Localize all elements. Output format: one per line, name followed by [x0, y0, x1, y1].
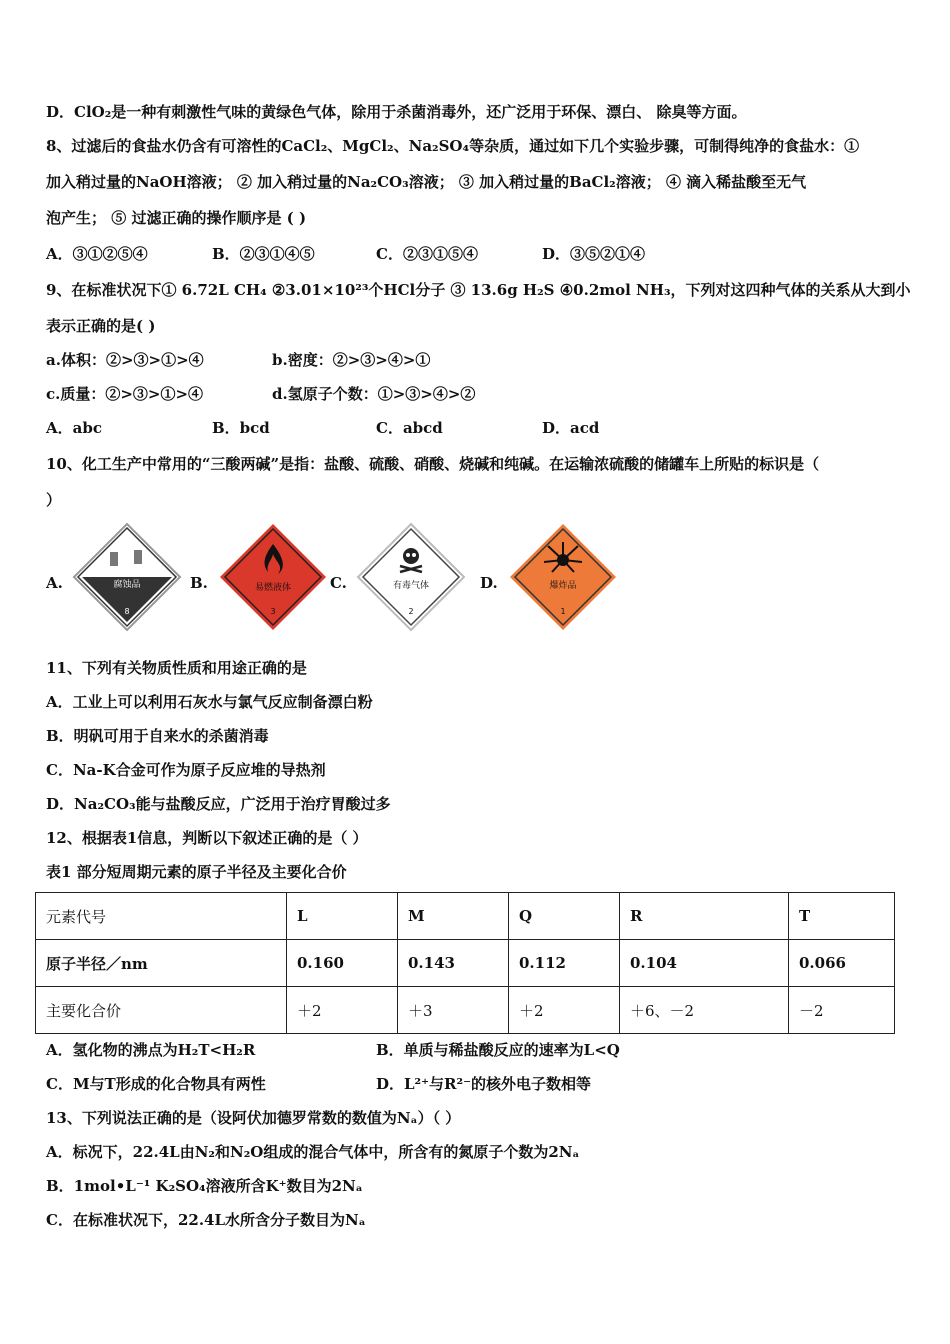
q8-stem-line3: 泡产生； ⑤ 过滤正确的操作顺序是 ( ) — [46, 209, 307, 227]
table-cell: ＋2 — [287, 987, 398, 1034]
q9-statement-b: b.密度：②>③>④>① — [272, 351, 431, 369]
table-cell: L — [287, 893, 398, 940]
table-cell: R — [620, 893, 789, 940]
q11-option-b: B．明矾可用于自来水的杀菌消毒 — [46, 727, 269, 745]
q9-option-a: A．abc — [46, 419, 102, 437]
q10-stem-line1: 10、化工生产中常用的“三酸两碱”是指：盐酸、硫酸、硝酸、烧碱和纯碱。在运输浓硫酸的储罐车上所贴的标识是（ — [46, 455, 820, 473]
corrosive-sign-num: 8 — [124, 607, 130, 616]
q11-option-c: C．Na-K合金可作为原子反应堆的导热剂 — [46, 761, 326, 779]
q12-stem: 12、根据表1信息，判断以下叙述正确的是（ ） — [46, 829, 368, 847]
table-row — [36, 987, 895, 1034]
table-cell: 0.143 — [398, 940, 509, 987]
q12-option-d: D．L²⁺与R²⁻的核外电子数相等 — [376, 1075, 591, 1093]
toxic-sign-text: 有毒气体 — [392, 581, 430, 591]
q9-option-d: D．acd — [542, 419, 600, 437]
table-cell: 0.160 — [287, 940, 398, 987]
table-cell: ＋6、－2 — [620, 987, 789, 1034]
q13-stem: 13、下列说法正确的是（设阿伏加德罗常数的数值为Nₐ）（ ） — [46, 1109, 461, 1127]
explosive-sign-num: 1 — [560, 607, 566, 616]
q10-label-c: C. — [330, 574, 347, 592]
q9-stem-line2: 表示正确的是( ) — [46, 317, 156, 335]
q7-option-d: D．ClO₂是一种有刺激性气味的黄绿色气体，除用于杀菌消毒外，还广泛用于环保、漂白、 除臭等方面。 — [46, 103, 747, 121]
flammable-liquid-sign — [218, 522, 328, 632]
table-cell: 0.104 — [620, 940, 789, 987]
q11-stem: 11、下列有关物质性质和用途正确的是 — [46, 659, 307, 677]
table-cell: ＋2 — [509, 987, 620, 1034]
q12-option-c: C．M与T形成的化合物具有两性 — [46, 1075, 266, 1093]
q9-statement-c: c.质量：②>③>①>④ — [46, 385, 204, 403]
toxic-gas-sign — [356, 522, 466, 632]
q9-stem-line1: 9、在标准状况下① 6.72L CH₄ ②3.01×10²³个HCl分子 ③ 13.6g H₂S ④0.2mol NH₃，下列对这四种气体的关系从大到小 — [46, 281, 911, 299]
toxic-sign-num: 2 — [408, 607, 414, 616]
flammable-sign-text: 易燃液体 — [254, 583, 292, 593]
table-row — [36, 893, 895, 940]
q8-option-c: C．②③①⑤④ — [376, 245, 478, 263]
element-table — [35, 892, 895, 1034]
table-cell: M — [398, 893, 509, 940]
q11-option-a: A．工业上可以利用石灰水与氯气反应制备漂白粉 — [46, 693, 373, 711]
table-cell: 0.112 — [509, 940, 620, 987]
explosive-sign — [508, 522, 618, 632]
q8-stem-line2: 加入稍过量的NaOH溶液； ② 加入稍过量的Na₂CO₃溶液； ③ 加入稍过量的BaCl₂溶液； ④ 滴入稀盐酸至无气 — [46, 173, 807, 191]
table-cell: 元素代号 — [36, 893, 287, 940]
q8-option-a: A．③①②⑤④ — [46, 245, 148, 263]
q13-option-c: C．在标准状况下，22.4L水所含分子数目为Nₐ — [46, 1211, 366, 1229]
table-row — [36, 940, 895, 987]
corrosive-sign — [72, 522, 182, 632]
corrosive-sign-text: 腐蚀品 — [113, 580, 141, 590]
q9-option-b: B．bcd — [212, 419, 270, 437]
q13-option-b: B．1mol•L⁻¹ K₂SO₄溶液所含K⁺数目为2Nₐ — [46, 1177, 363, 1195]
table-cell: 原子半径／nm — [36, 940, 287, 987]
table-cell: T — [789, 893, 895, 940]
q8-option-d: D．③⑤②①④ — [542, 245, 646, 263]
q10-label-a: A. — [46, 574, 63, 592]
q10-stem-line2: ） — [46, 491, 62, 509]
table-cell: －2 — [789, 987, 895, 1034]
q10-label-d: D. — [480, 574, 498, 592]
q13-option-a: A．标况下，22.4L由N₂和N₂O组成的混合气体中，所含有的氮原子个数为2Nₐ — [46, 1143, 580, 1161]
q12-option-a: A．氢化物的沸点为H₂T<H₂R — [46, 1041, 256, 1059]
explosive-sign-text: 爆炸品 — [549, 581, 577, 591]
table-cell: 0.066 — [789, 940, 895, 987]
table-cell: Q — [509, 893, 620, 940]
q8-stem-line1: 8、过滤后的食盐水仍含有可溶性的CaCl₂、MgCl₂、Na₂SO₄等杂质，通过如下几个实验步骤，可制得纯净的食盐水：① — [46, 137, 860, 155]
q9-statement-d: d.氢原子个数：①>③>④>② — [272, 385, 476, 403]
q9-option-c: C．abcd — [376, 419, 443, 437]
flammable-sign-num: 3 — [270, 607, 276, 616]
table-cell: 主要化合价 — [36, 987, 287, 1034]
table-cell: ＋3 — [398, 987, 509, 1034]
q12-table-caption: 表1 部分短周期元素的原子半径及主要化合价 — [46, 863, 347, 881]
q10-label-b: B. — [190, 574, 208, 592]
q12-option-b: B．单质与稀盐酸反应的速率为L<Q — [376, 1041, 620, 1059]
q8-option-b: B．②③①④⑤ — [212, 245, 315, 263]
q9-statement-a: a.体积：②>③>①>④ — [46, 351, 204, 369]
q11-option-d: D．Na₂CO₃能与盐酸反应，广泛用于治疗胃酸过多 — [46, 795, 391, 813]
